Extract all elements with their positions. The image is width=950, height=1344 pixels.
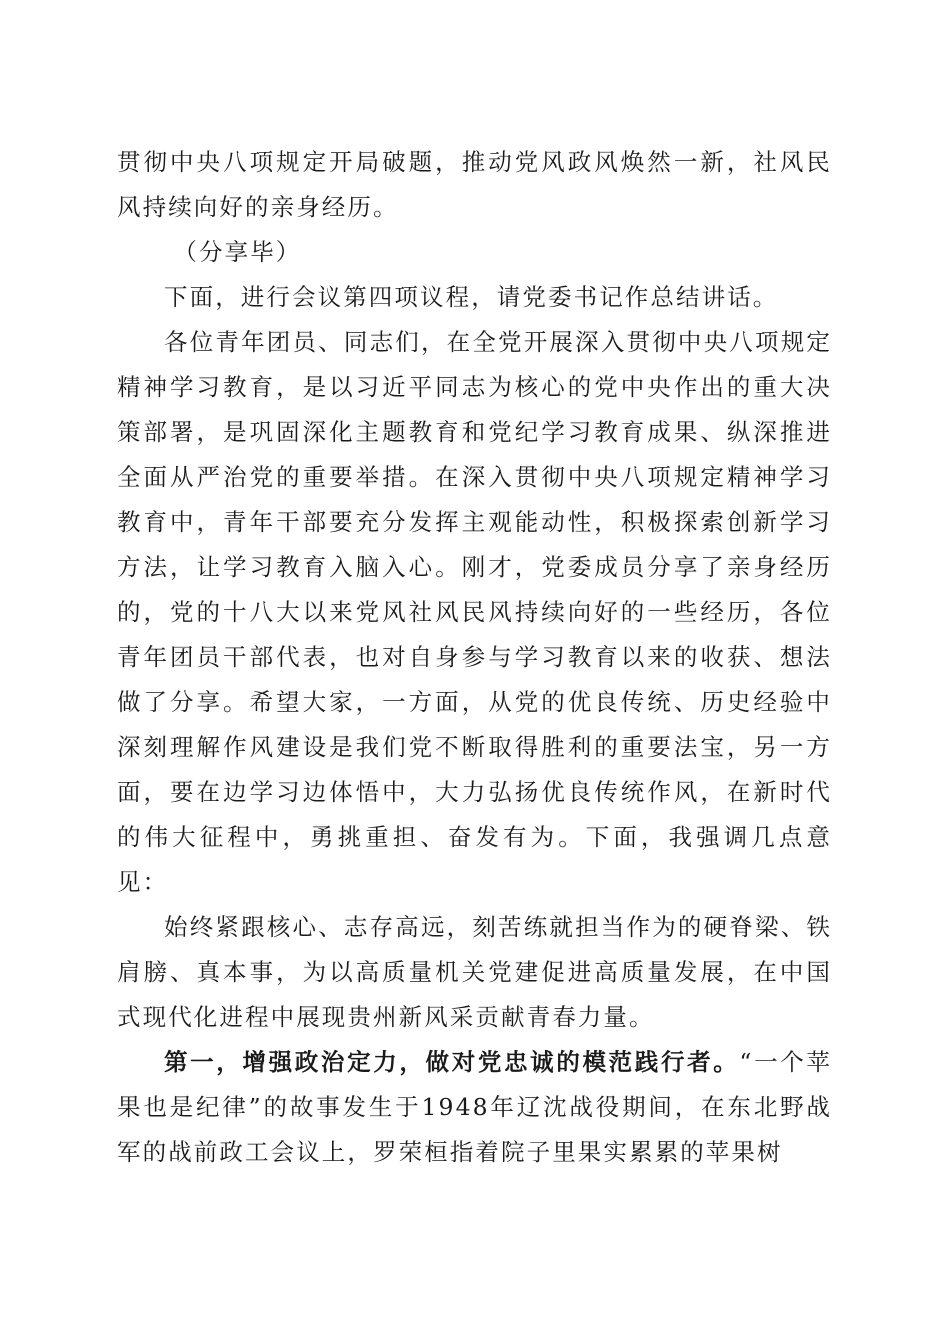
paragraph-point-one [117,1040,832,1175]
paragraph-speech-goal: 始终紧跟核心、志存高远，刻苦练就担当作为的硬脊梁、铁肩膀、真本事，为以高质量机关党建促进高质量发展，在中国式现代化进程中展现贵州新风采贡献青春力量。 [117,913,832,1031]
paragraph-agenda: 下面，进行会议第四项议程，请党委书记作总结讲话。 [164,283,779,311]
point-one-text: “一个苹果也是纪律”的故事发生于1948年辽沈战役期间，在东北野战军的战前政工会议上，罗荣桓指着院子里果实累累的苹果树 [117,1048,833,1166]
document-body [117,140,832,1175]
paragraph-speech-intro: 各位青年团员、同志们，在全党开展深入贯彻中央八项规定精神学习教育，是以习近平同志为核心的党中央作出的重大决策部署，是巩固深化主题教育和党纪学习教育成果、纵深推进全面从严治党的重要举措。在深入贯彻中央八项规定精神学习教育中，青年干部要充分发挥主观能动性，积极探索创新学习方法，让学习教育入脑入心。刚才，党委成员分享了亲身经历的，党的十八大以来党风社风民风持续向好的一些经历，各位青年团员干部代表，也对自身参与学习教育以来的收获、想法做了分享。希望大家，一方面，从党的优良传统、历史经验中深刻理解作风建设是我们党不断取得胜利的重要法宝，另一方面，要在边学习边体悟中，大力弘扬优良传统作风，在新时代的伟大征程中，勇挑重担、奋发有为。下面，我强调几点意见： [117,328,832,896]
point-one-heading: 第一，增强政治定力，做对党忠诚的模范践行者。 [164,1048,740,1076]
paragraph-sharing-end: （分享毕） [173,238,302,266]
paragraph-continuation: 贯彻中央八项规定开局破题，推动党风政风焕然一新，社风民风持续向好的亲身经历。 [117,148,832,221]
